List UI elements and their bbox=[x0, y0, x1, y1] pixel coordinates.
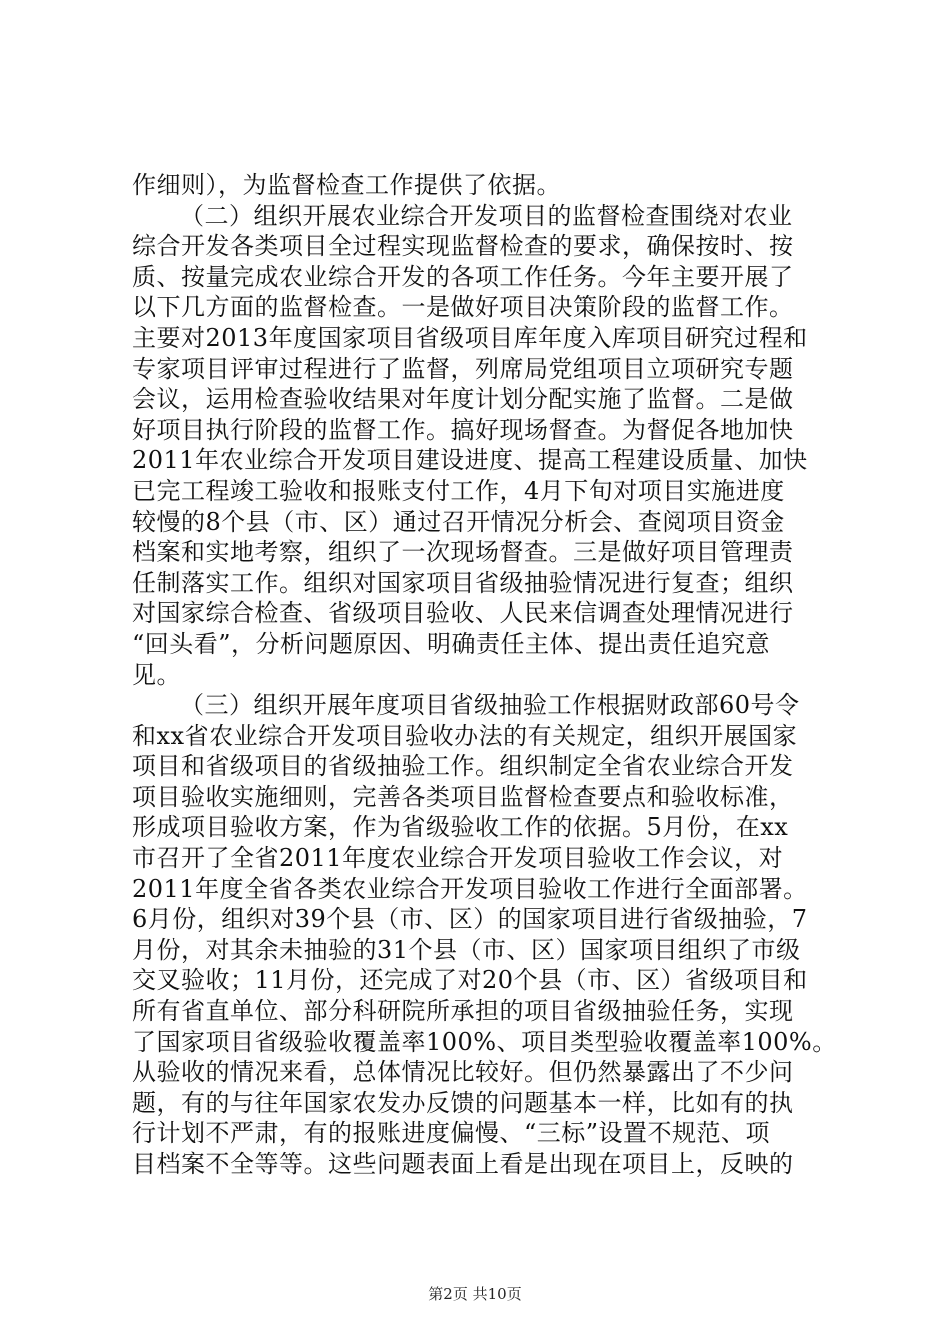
text-line: 见。 bbox=[132, 660, 181, 689]
text-line: “回头看”，分析问题原因、明确责任主体、提出责任追究意 bbox=[132, 629, 771, 658]
text-line: 档案和实地考察，组织了一次现场督查。三是做好项目管理责 bbox=[132, 538, 794, 567]
page-footer bbox=[0, 1284, 950, 1304]
text-line: 作细则），为监督检查工作提供了依据。 bbox=[132, 171, 561, 199]
text-line: 2011年度全省各类农业综合开发项目验收工作进行全面部署。 bbox=[132, 874, 808, 903]
text-line: 主要对2013年度国家项目省级项目库年度入库项目研究过程和 bbox=[132, 323, 808, 352]
text-line: 以下几方面的监督检查。一是做好项目决策阶段的监督工作。 bbox=[132, 293, 794, 322]
text-line: 市召开了全省2011年度农业综合开发项目验收工作会议，对 bbox=[132, 844, 784, 873]
text-line: 2011年农业综合开发项目建设进度、提高工程建设质量、加快 bbox=[132, 446, 808, 475]
page-number-label: 第2页 共10页 bbox=[428, 1285, 522, 1303]
text-line: 从验收的情况来看，总体情况比较好。但仍然暴露出了不少问 bbox=[132, 1058, 794, 1087]
text-line: 任制落实工作。组织对国家项目省级抽验情况进行复查；组织 bbox=[132, 568, 794, 597]
text-line-paragraph-start: （三）组织开展年度项目省级抽验工作根据财政部60号令 bbox=[180, 691, 800, 720]
text-line: 行计划不严肃，有的报账进度偏慢、“三标”设置不规范、项 bbox=[132, 1119, 771, 1148]
text-line: 综合开发各类项目全过程实现监督检查的要求，确保按时、按 bbox=[132, 232, 794, 261]
text-line: 已完工程竣工验收和报账支付工作，4月下旬对项目实施进度 bbox=[132, 476, 785, 505]
text-line: 形成项目验收方案，作为省级验收工作的依据。5月份，在xx bbox=[132, 813, 789, 842]
text-line: 会议，运用检查验收结果对年度计划分配实施了监督。二是做 bbox=[132, 385, 794, 414]
text-line: 所有省直单位、部分科研院所承担的项目省级抽验任务，实现 bbox=[132, 997, 794, 1026]
text-line: 交叉验收；11月份，还完成了对20个县（市、区）省级项目和 bbox=[132, 966, 808, 995]
document-body bbox=[132, 170, 837, 1180]
text-line: 质、按量完成农业综合开发的各项工作任务。今年主要开展了 bbox=[132, 262, 794, 291]
text-line: 了国家项目省级验收覆盖率100%、项目类型验收覆盖率100%。 bbox=[132, 1027, 837, 1056]
text-line-paragraph-start: （二）组织开展农业综合开发项目的监督检查围绕对农业 bbox=[180, 201, 793, 230]
text-line: 对国家综合检查、省级项目验收、人民来信调查处理情况进行 bbox=[132, 599, 794, 628]
text-line: 题，有的与往年国家农发办反馈的问题基本一样，比如有的执 bbox=[132, 1088, 794, 1117]
text-line: 好项目执行阶段的监督工作。搞好现场督查。为督促各地加快 bbox=[132, 415, 794, 444]
text-line: 目档案不全等等。这些问题表面上看是出现在项目上，反映的 bbox=[132, 1150, 794, 1178]
text-line: 项目和省级项目的省级抽验工作。组织制定全省农业综合开发 bbox=[132, 752, 794, 781]
text-line: 项目验收实施细则，完善各类项目监督检查要点和验收标准， bbox=[132, 782, 794, 811]
text-line: 较慢的8个县（市、区）通过召开情况分析会、查阅项目资金 bbox=[132, 507, 785, 536]
text-line: 6月份，组织对39个县（市、区）的国家项目进行省级抽验，7 bbox=[132, 905, 808, 934]
text-line: 专家项目评审过程进行了监督，列席局党组项目立项研究专题 bbox=[132, 354, 794, 383]
text-line: 和xx省农业综合开发项目验收办法的有关规定，组织开展国家 bbox=[132, 721, 798, 750]
text-line: 月份，对其余未抽验的31个县（市、区）国家项目组织了市级 bbox=[132, 935, 801, 964]
